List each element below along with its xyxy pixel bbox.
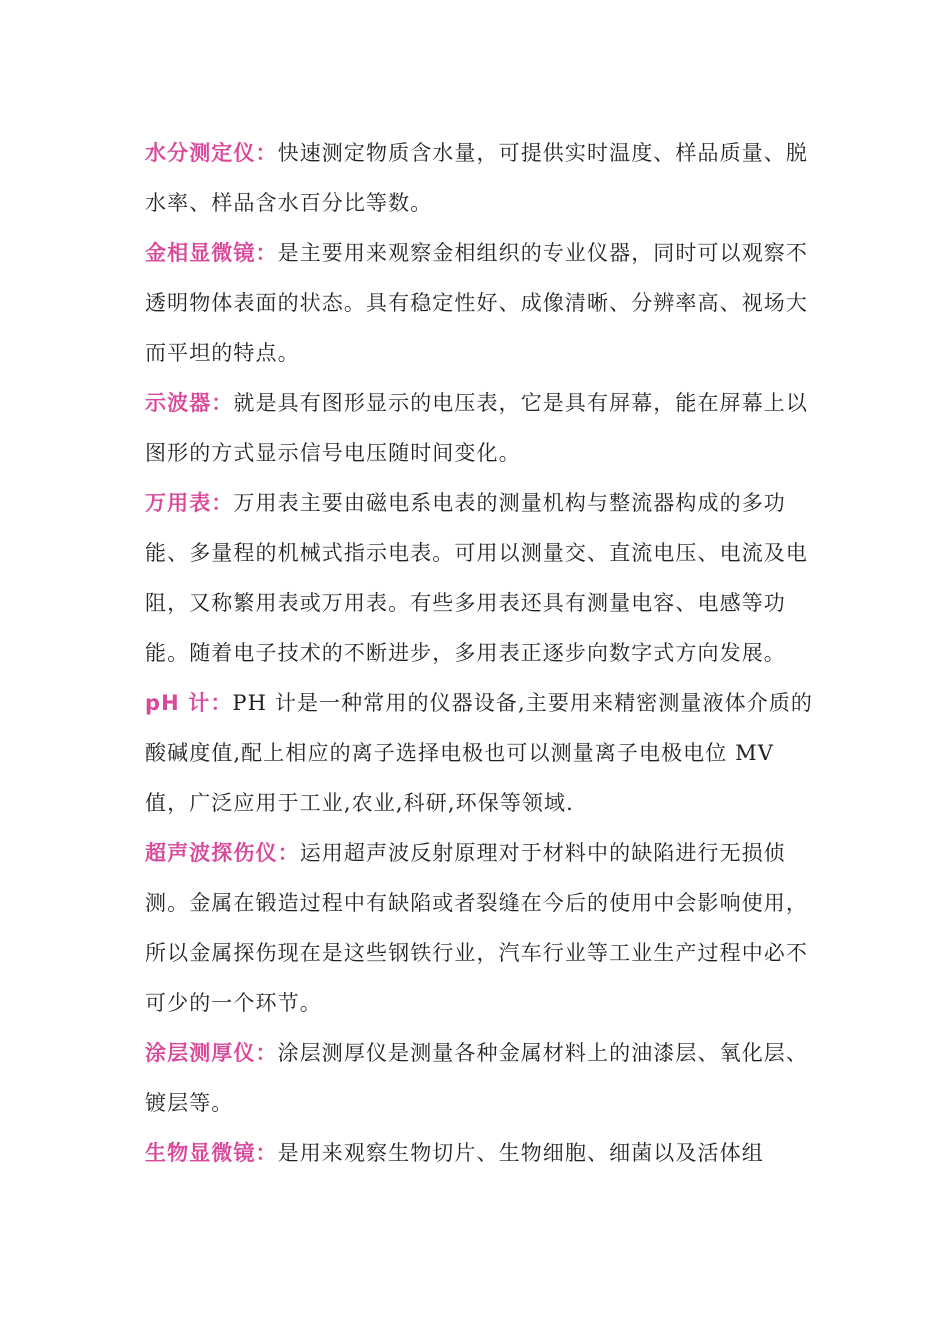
entry-term: pH 计： bbox=[145, 691, 233, 715]
entry-term: 万用表： bbox=[145, 491, 234, 515]
entry-oscilloscope bbox=[145, 378, 825, 478]
entry-description: 就是具有图形显示的电压表，它是具有屏幕，能在屏幕上以图形的方式显示信号电压随时间变化。 bbox=[145, 391, 809, 465]
entry-term: 生物显微镜： bbox=[145, 1141, 278, 1165]
entry-description: 是主要用来观察金相组织的专业仪器，同时可以观察不透明物体表面的状态。具有稳定性好、成像清晰、分辨率高、视场大而平坦的特点。 bbox=[145, 241, 809, 365]
entry-biological-microscope bbox=[145, 1128, 825, 1178]
entry-description: 万用表主要由磁电系电表的测量机构与整流器构成的多功能、多量程的机械式指示电表。可用以测量交、直流电压、电流及电阻，又称繁用表或万用表。有些多用表还具有测量电容、电感等功能。随着电子技术的不断进步，多用表正逐步向数字式方向发展。 bbox=[145, 491, 808, 665]
document-page bbox=[145, 128, 825, 1178]
entry-description: 是用来观察生物切片、生物细胞、细菌以及活体组 bbox=[277, 1141, 764, 1165]
entry-term: 示波器： bbox=[145, 391, 234, 415]
entry-description: 涂层测厚仪是测量各种金属材料上的油漆层、氧化层、镀层等。 bbox=[145, 1041, 809, 1115]
entry-coating-thickness-gauge bbox=[145, 1028, 825, 1128]
entry-term: 涂层测厚仪： bbox=[145, 1041, 278, 1065]
entry-ph-meter bbox=[145, 678, 825, 828]
entry-multimeter bbox=[145, 478, 825, 678]
entry-moisture-analyzer bbox=[145, 128, 825, 228]
entry-description: PH 计是一种常用的仪器设备,主要用来精密测量液体介质的酸碱度值,配上相应的离子选择电极也可以测量离子电极电位 MV 值，广泛应用于工业,农业,科研,环保等领域. bbox=[145, 691, 814, 815]
entry-term: 金相显微镜： bbox=[145, 241, 278, 265]
entry-description: 快速测定物质含水量，可提供实时温度、样品质量、脱水率、样品含水百分比等数。 bbox=[145, 141, 809, 215]
entry-term: 超声波探伤仪： bbox=[145, 841, 300, 865]
entry-ultrasonic-flaw-detector bbox=[145, 828, 825, 1028]
entry-metallographic-microscope bbox=[145, 228, 825, 378]
entry-term: 水分测定仪： bbox=[145, 141, 278, 165]
entry-description: 运用超声波反射原理对于材料中的缺陷进行无损侦测。金属在锻造过程中有缺陷或者裂缝在今后的使用中会影响使用，所以金属探伤现在是这些钢铁行业，汽车行业等工业生产过程中必不可少的一个环节。 bbox=[145, 841, 808, 1015]
